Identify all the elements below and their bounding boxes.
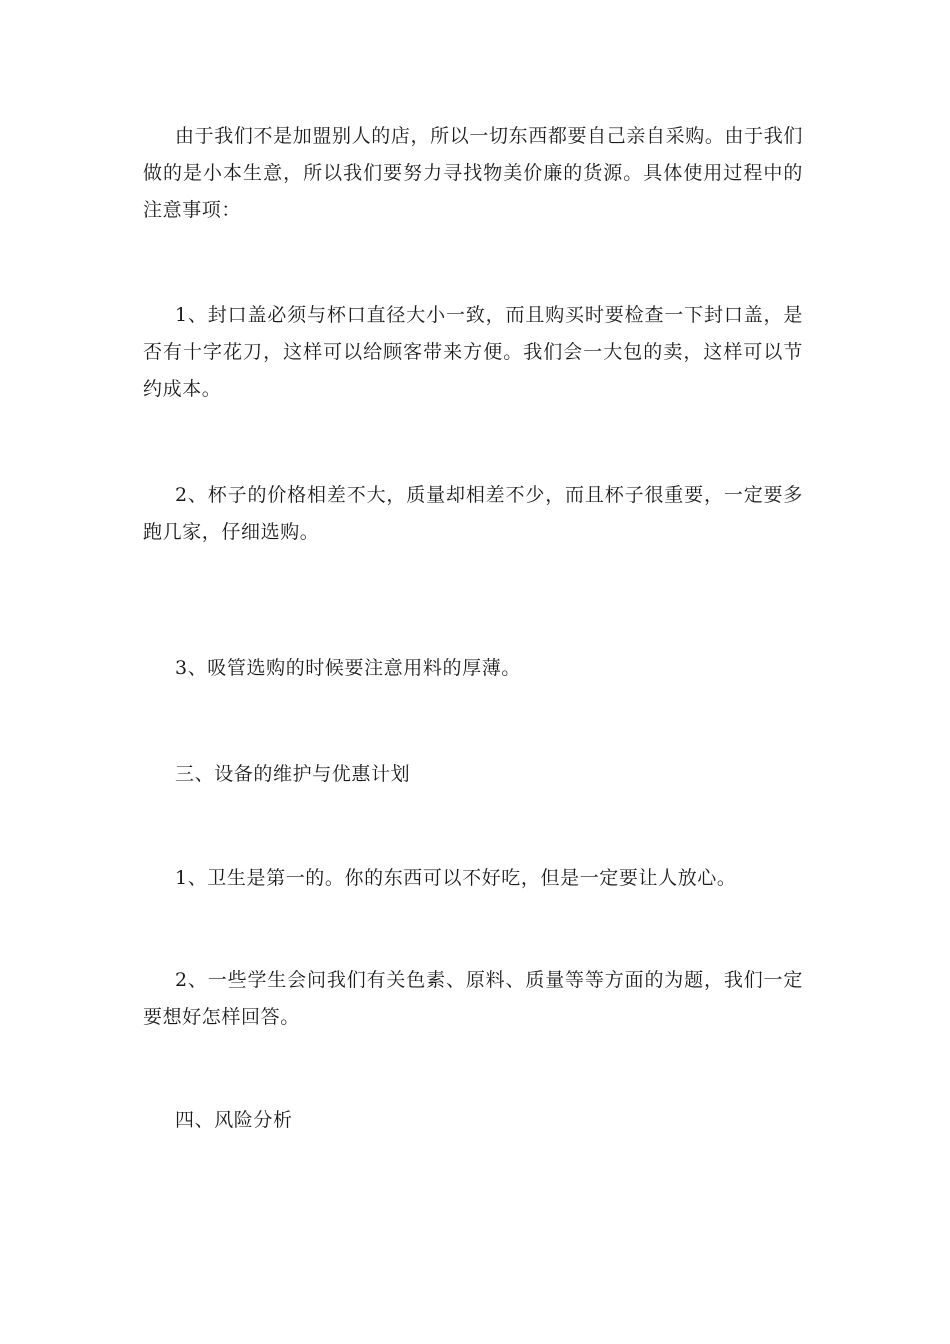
paragraph-item-questions: 2、一些学生会问我们有关色素、原料、质量等等方面的为题，我们一定要想好怎样回答。 [143, 969, 803, 1028]
paragraph-item-lid: 1、封口盖必须与杯口直径大小一致，而且购买时要检查一下封口盖，是否有十字花刀，这样可以给顾客带来方便。我们会一大包的卖，这样可以节约成本。 [143, 304, 803, 400]
paragraph-item-hygiene: 1、卫生是第一的。你的东西可以不好吃，但是一定要让人放心。 [175, 867, 737, 889]
paragraph-procurement-intro: 由于我们不是加盟别人的店，所以一切东西都要自己亲自采购。由于我们做的是小本生意，所以我们要努力寻找物美价廉的货源。具体使用过程中的注意事项： [143, 125, 803, 221]
paragraph-item-cup: 2、杯子的价格相差不大，质量却相差不少，而且杯子很重要，一定要多跑几家，仔细选购。 [143, 484, 803, 543]
section-heading-maintenance: 三、设备的维护与优惠计划 [175, 763, 411, 785]
section-heading-risk: 四、风险分析 [175, 1109, 293, 1131]
paragraph-item-straw: 3、吸管选购的时候要注意用料的厚薄。 [175, 657, 521, 679]
